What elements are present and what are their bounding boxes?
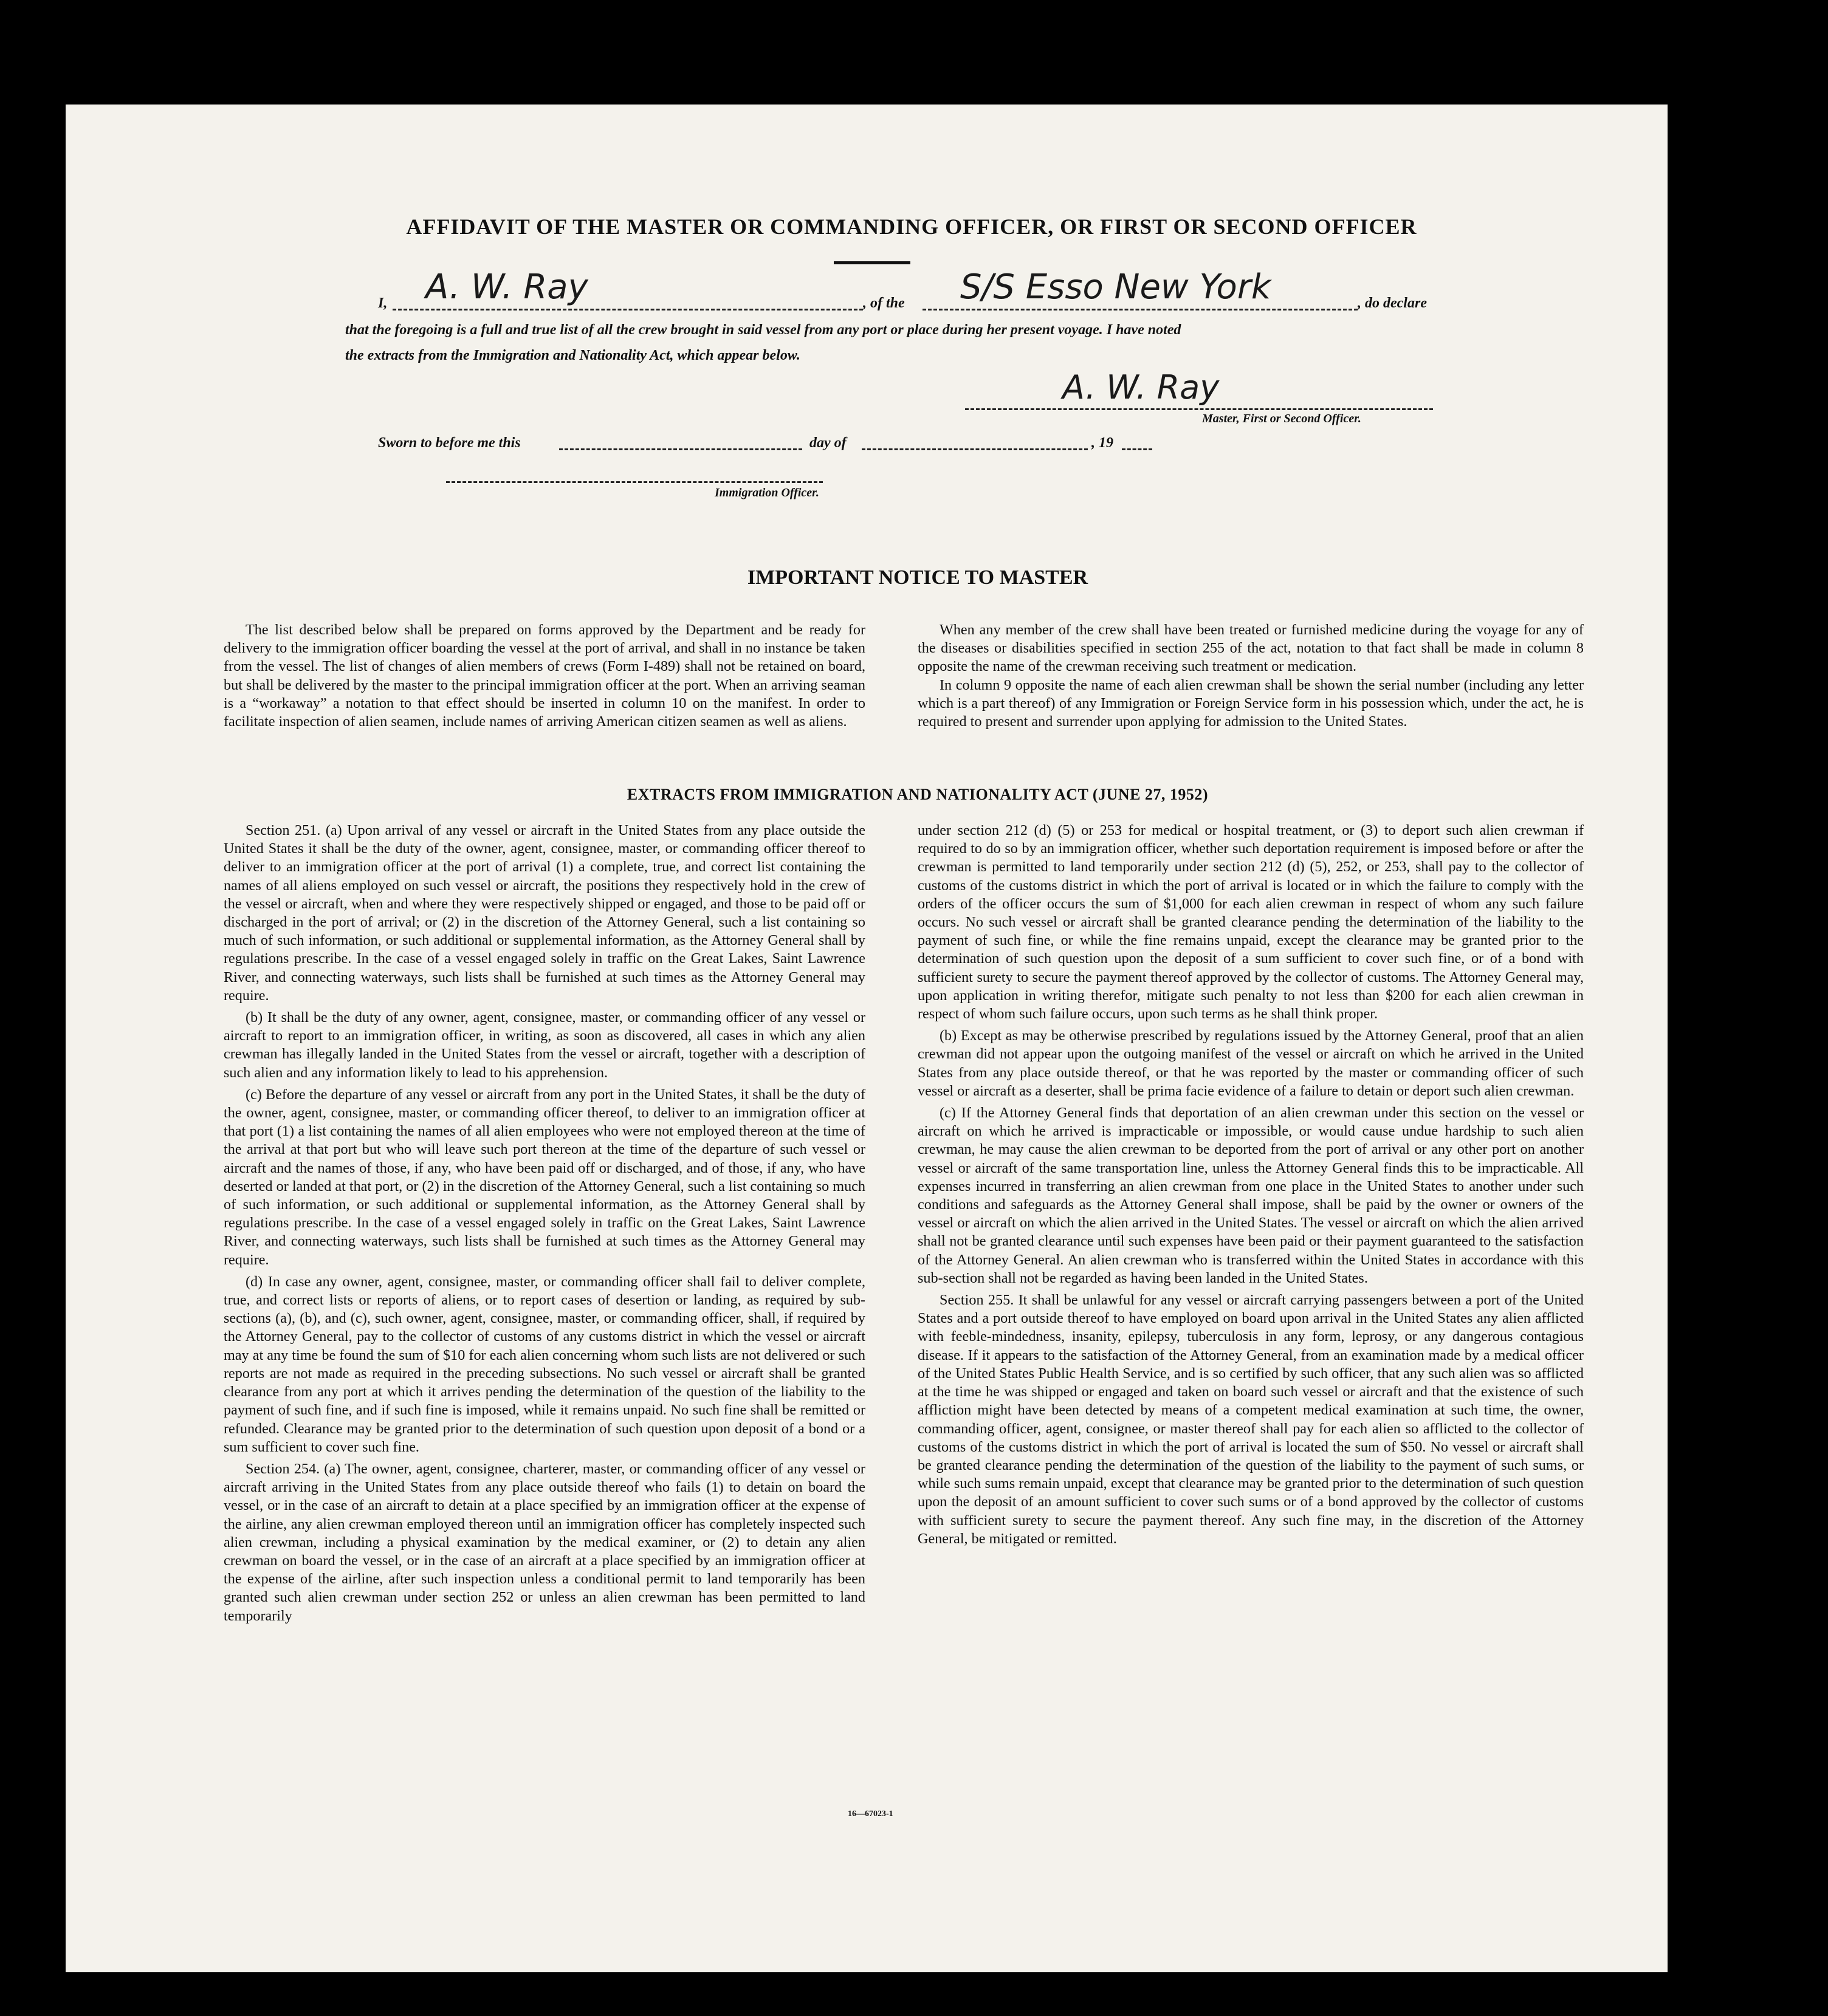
of-the-label: , of the (863, 295, 905, 311)
sworn-month-line (862, 448, 1088, 450)
punch-hole (1686, 691, 1713, 718)
vessel-name-handwriting: S/S Esso New York (960, 267, 1271, 307)
affidavit-line-3: the extracts from the Immigration and Nationality Act, which appear below. (345, 348, 800, 363)
notice-heading: IMPORTANT NOTICE TO MASTER (747, 566, 1088, 589)
i-label: I, (378, 295, 388, 311)
notice-right-column (918, 621, 1584, 731)
extract-paragraph: (b) It shall be the duty of any owner, agent, consignee, master, or commanding officer of any vessel or aircraft to report to an immigration officer, in writing, as soon as discovered, all cases in which any alien crewman has illegally landed in the United States from the vessel or aircraft, together with a description of such alien and any information likely to lead to his apprehension. (224, 1009, 865, 1081)
extract-paragraph: Section 251. (a) Upon arrival of any vessel or aircraft in the United States from any place outside the United States it shall be the duty of the owner, agent, consignee, master, or commanding officer thereof to deliver to an immigration officer at the port of arrival (1) a complete, true, and correct list containing the names of all aliens employed on such vessel or aircraft, the positions they respectively hold in the crew of the vessel or aircraft, when and where they were respectively shipped or engaged, and those to be paid off or discharged in the port of arrival; or (2) in the discretion of the Attorney General, such a list containing so much of such information, or such additional or supplemental information, as the Attorney General shall by regulations prescribe. In the case of a vessel engaged solely in traffic on the Great Lakes, Saint Lawrence River, and connecting waterways, such lists shall be furnished at such times as the Attorney General may require. (224, 822, 865, 1004)
title-rule (834, 261, 910, 264)
extract-paragraph: (c) Before the departure of any vessel or aircraft from any port in the United States, it shall be the duty of the owner, agent, consignee, master, or commanding officer thereof, to deliver to an immigration officer at that port (1) a list containing the names of all alien employees who were not employed thereon at the time of the arrival at that port but who will leave such port thereon at the time of the departure of such vessel or aircraft and the names of those, if any, who have been paid off or discharged, and of those, if any, who have deserted or landed at that port, or (2) in the discretion of the Attorney General, such a list containing so much of such information, or such additional or supplemental information, as the Attorney General shall by regulations prescribe. In the case of a vessel engaged solely in traffic on the Great Lakes, Saint Lawrence River, and connecting waterways, such lists shall be furnished at such times as the Attorney General may require. (224, 1086, 865, 1268)
immigration-officer-label: Immigration Officer. (715, 486, 819, 499)
sworn-label: Sworn to before me this (378, 435, 521, 451)
extracts-heading: EXTRACTS FROM IMMIGRATION AND NATIONALITY ACT (JUNE 27, 1952) (627, 786, 1209, 803)
extract-paragraph: Section 254. (a) The owner, agent, consignee, charterer, master, or commanding officer of any vessel or aircraft arriving in the United States from any place outside thereof who fails (1) to detain on board the vessel, or in the case of an aircraft to detain at a place specified by an immigration officer at the expense of the airline, any alien crewman employed thereon until an immigration officer has completely inspected such alien crewman, including a physical examination by the medical examiner, or (2) to detain any alien crewman on board the vessel, or in the case of an aircraft at a place specified by an immigration officer at the expense of the airline, after such inspection unless a conditional permit to land temporarily has been granted such alien crewman under section 252 or unless an alien crewman has been permitted to land temporarily (224, 1460, 865, 1624)
notice-left-column (224, 621, 865, 731)
year-label: , 19 (1091, 435, 1113, 451)
extract-paragraph: (c) If the Attorney General finds that deportation of an alien crewman under this section on the vessel or aircraft on which he arrived is impracticable or impossible, or would cause undue hardship to such alien crewman, he may cause the alien crewman to be deported from the port of arrival or any other port on another vessel or aircraft of the same transportation line, unless the Attorney General finds this to be impracticable. All expenses incurred in transferring an alien crewman from one place in the United States to another under such conditions and safeguards as the Attorney General shall impose, shall be paid by the owner or owners of the vessel or aircraft on which the alien arrived in the United States. The vessel or aircraft on which the alien arrived shall not be granted clearance until such expenses have been paid or their payment guaranteed to the satisfaction of the Attorney General. An alien crewman who is transferred within the United States in accordance with this sub-section shall not be regarded as having been landed in the United States. (918, 1105, 1584, 1286)
notice-paragraph: The list described below shall be prepared on forms approved by the Department and be ready for delivery to the immigration officer boarding the vessel at the port of arrival, and shall in no instance be taken from the vessel. The list of changes of alien members of crews (Form I-489) shall not be retained on board, but shall be delivered by the master to the principal immigration officer at the port. When an arriving seaman is a “workaway” a notation to that effect should be inserted in column 10 on the manifest. In order to facilitate inspection of alien seamen, include names of arriving American citizen seamen as well as aliens. (224, 622, 865, 730)
day-of-label: day of (809, 435, 847, 451)
extracts-left-column (224, 821, 865, 1629)
punch-hole (1685, 390, 1711, 417)
affidavit-title: AFFIDAVIT OF THE MASTER OR COMMANDING OFFICER, OR FIRST OR SECOND OFFICER (406, 214, 1417, 239)
immigration-officer-line (446, 481, 823, 483)
vessel-name-line (923, 309, 1358, 310)
master-signature: A. W. Ray (1062, 368, 1220, 406)
punch-hole (1683, 290, 1714, 324)
officer-name-line (393, 309, 863, 310)
punch-hole (1689, 790, 1716, 817)
notice-paragraph: In column 9 opposite the name of each alien crewman shall be shown the serial number (including any letter which is a part thereof) of any Immigration or Foreign Service form in his possession which, under the act, he is required to present and surrender upon applying for admission to the United States. (918, 676, 1584, 730)
sworn-year-line (1122, 448, 1152, 450)
signature-line (965, 408, 1433, 410)
extract-paragraph: (b) Except as may be otherwise prescribed by regulations issued by the Attorney General, proof that an alien crewman did not appear upon the outgoing manifest of the vessel or aircraft on which he arrived in the United States from any place outside thereof, or that he was reported by the master or commanding officer of such vessel or aircraft as a deserter, shall be prima facie evidence of a failure to detain or deport such alien crewman. (918, 1027, 1584, 1099)
extract-paragraph: Section 255. It shall be unlawful for any vessel or aircraft carrying passengers between a port of the United States and a port outside thereof to have employed on board upon arrival in the United States any alien afflicted with feeble-mindedness, insanity, epilepsy, tuberculosis in any form, leprosy, or any dangerous contagious disease. If it appears to the satisfaction of the Attorney General, from an examination made by a medical officer of the United States Public Health Service, and is so certified by such officer, that any such alien was so afflicted at the time he was shipped or engaged and taken on board such vessel or aircraft and that the existence of such affliction might have been detected by means of a competent medical examination at such time, the owner, commanding officer, agent, consignee, or master thereof shall pay for each alien so afflicted to the collector of customs of the customs district in which the port of arrival is located the sum of $50. No vessel or aircraft shall be granted clearance pending the determination of the question of the liability to the payment of such sums, or while such sums remain unpaid, except that clearance may be granted prior to the determination of such question upon the deposit of an amount sufficient to cover such sums or of a bond approved by the collector of customs with sufficient surety to secure the payment thereof. Any such fine may, in the discretion of the Attorney General, be mitigated or remitted. (918, 1292, 1584, 1547)
sworn-day-line (559, 448, 802, 450)
punch-hole (1699, 1841, 1726, 1868)
master-title-label: Master, First or Second Officer. (1202, 412, 1361, 425)
print-code: 16—67023-1 (848, 1809, 893, 1819)
affidavit-line-2: that the foregoing is a full and true list of all the crew brought in said vessel from any port or place during her present voyage. I have noted (345, 322, 1181, 338)
extract-paragraph: (d) In case any owner, agent, consignee, master, or commanding officer shall fail to deliver complete, true, and correct lists or reports of aliens, or to report cases of desertion or landing, as required by sub-sections (a), (b), and (c), such owner, agent, consignee, master, or commanding officer, shall, if required by the Attorney General, pay to the collector of customs of any customs district in which the vessel or aircraft may at any time be found the sum of $10 for each alien concerning whom such lists are not delivered or such reports are not made as required in the preceding subsections. No such vessel or aircraft shall be granted clearance from any port at which it arrives pending the determination of the question of the liability to the payment of such fine, and if such fine is imposed, while it remains unpaid. No such fine shall be remitted or refunded. Clearance may be granted prior to the determination of such question upon deposit of a bond or a sum sufficient to cover such fine. (224, 1273, 865, 1455)
notice-paragraph: When any member of the crew shall have been treated or furnished medicine during the voyage for any of the diseases or disabilities specified in section 255 of the act, notation to that fact shall be made in column 8 opposite the name of the crewman receiving such treatment or medication. (918, 622, 1584, 675)
officer-name-handwriting: A. W. Ray (425, 267, 588, 307)
extracts-right-column (918, 821, 1584, 1552)
punch-hole (1702, 1741, 1728, 1768)
declare-label: , do declare (1358, 295, 1427, 311)
extract-paragraph: under section 212 (d) (5) or 253 for medical or hospital treatment, or (3) to deport such alien crewman if required to do so by an immigration officer, whether such deportation requirement is imposed before or after the crewman is permitted to land temporarily under section 212 (d) (5), 252, or 253, shall pay to the collector of customs of the customs district in which the port of arrival is located or in which the failure to comply with the orders of the officer occurs the sum of $1,000 for each alien crewman in respect of whom any such failure occurs. No such vessel or aircraft shall be granted clearance pending the determination of the liability to the payment of such fine, or while the fine remains unpaid, except the clearance may be granted prior to the determination of such question upon the deposit of a sum sufficient to cover such fine, or of a bond with sufficient surety to secure the payment thereof approved by the collector of customs. The Attorney General may, upon application in writing therefor, mitigate such penalty to not less than $200 for each alien crewman in respect of whom such failure occurs, upon such terms as he shall think proper. (918, 822, 1584, 1023)
